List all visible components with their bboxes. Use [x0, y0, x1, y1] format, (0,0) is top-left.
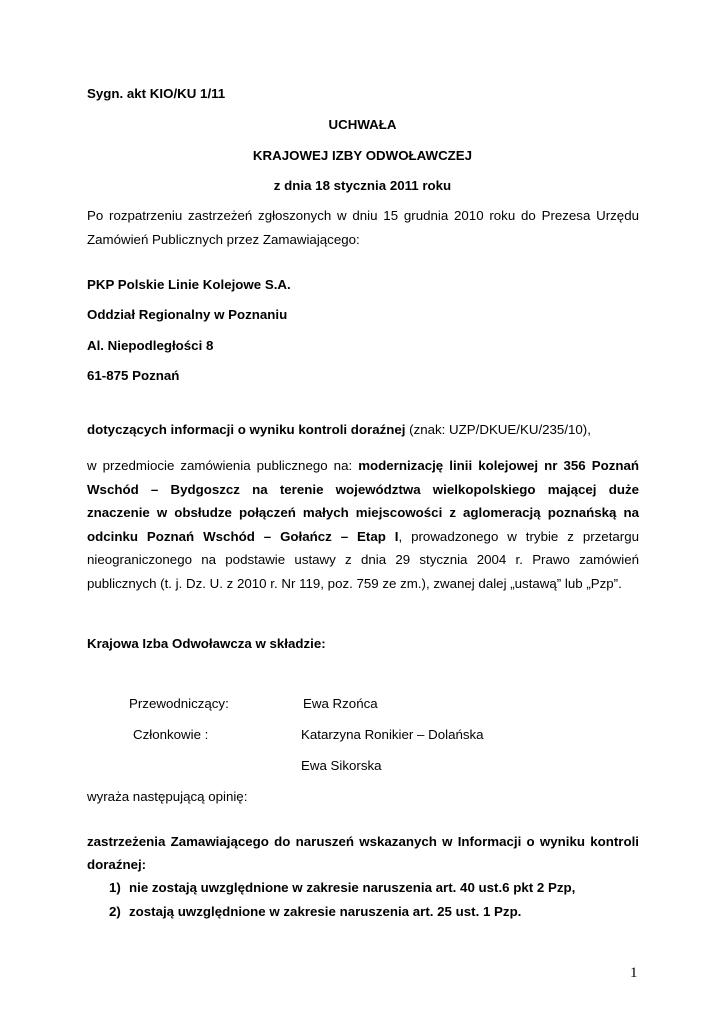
intro-line-2: Zamówień Publicznych przez Zamawiającego: — [87, 232, 360, 247]
opinion-item-text: nie zostają uwzględnione w zakresie naruszenia art. 40 ust.6 pkt 2 Pzp, — [129, 880, 576, 895]
subject-line-4 — [87, 528, 639, 546]
subject-line-3: znaczenie w obsłudze połączeń małych miejscowości z aglomeracją poznańską na — [87, 505, 639, 520]
subject-l4-bold: odcinku Poznań Wschód – Gołańcz – Etap I — [87, 529, 399, 544]
members-label: Członkowie : — [133, 727, 209, 742]
concerning-bold: dotyczących informacji o wyniku kontroli doraźnej — [87, 422, 406, 437]
intro-line-1: Po rozpatrzeniu zastrzeżeń zgłoszonych w dniu 15 grudnia 2010 roku do Prezesa Urzędu — [87, 208, 639, 223]
subject-l4-normal: , prowadzonego w trybie z przetargu — [398, 529, 639, 544]
opinion-line-2: doraźnej: — [87, 857, 147, 872]
document-date: z dnia 18 stycznia 2011 roku — [273, 178, 452, 193]
subject-l1-bold: modernizację linii kolejowej nr 356 Poznań — [358, 458, 639, 473]
panel-heading: Krajowa Izba Odwoławcza w składzie: — [87, 636, 326, 651]
document-title: UCHWAŁA — [328, 117, 397, 132]
subject-line-6: publicznych (t. j. Dz. U. z 2010 r. Nr 119, poz. 759 ze zm.), zwanej dalej „ustawą” lub „Pzp”. — [87, 576, 622, 591]
opinion-intro: wyraża następującą opinię: — [87, 789, 248, 804]
opinion-line-1: zastrzeżenia Zamawiającego do naruszeń wskazanych w Informacji o wyniku kontroli — [87, 834, 639, 849]
case-signature: Sygn. akt KIO/KU 1/11 — [87, 86, 226, 101]
page-number: 1 — [630, 965, 638, 981]
subject-l1-normal: w przedmiocie zamówienia publicznego na: — [87, 458, 359, 473]
subject-line-2: Wschód – Bydgoszcz na terenie województwa wielkopolskiego mającej duże — [87, 482, 639, 497]
chair-label: Przewodniczący: — [129, 696, 229, 711]
member-2: Ewa Sikorska — [301, 758, 382, 773]
member-1: Katarzyna Ronikier – Dolańska — [301, 727, 484, 742]
opinion-item-number: 2) — [109, 904, 121, 919]
document-subtitle: KRAJOWEJ IZBY ODWOŁAWCZEJ — [252, 148, 473, 163]
address-line-3: Al. Niepodległości 8 — [87, 338, 214, 353]
opinion-item-text: zostają uwzględnione w zakresie naruszenia art. 25 ust. 1 Pzp. — [129, 904, 522, 919]
address-line-4: 61-875 Poznań — [87, 368, 180, 383]
address-line-1: PKP Polskie Linie Kolejowe S.A. — [87, 277, 291, 292]
subject-line-5: nieograniczonego na podstawie ustawy z dnia 29 stycznia 2004 r. Prawo zamówień — [87, 552, 639, 567]
opinion-item-number: 1) — [109, 880, 121, 895]
concerning-rest: (znak: UZP/DKUE/KU/235/10), — [405, 422, 591, 437]
subject-line-1 — [87, 457, 639, 475]
address-line-2: Oddział Regionalny w Poznaniu — [87, 307, 288, 322]
concerning-line — [87, 421, 591, 439]
chair-name: Ewa Rzońca — [303, 696, 378, 711]
